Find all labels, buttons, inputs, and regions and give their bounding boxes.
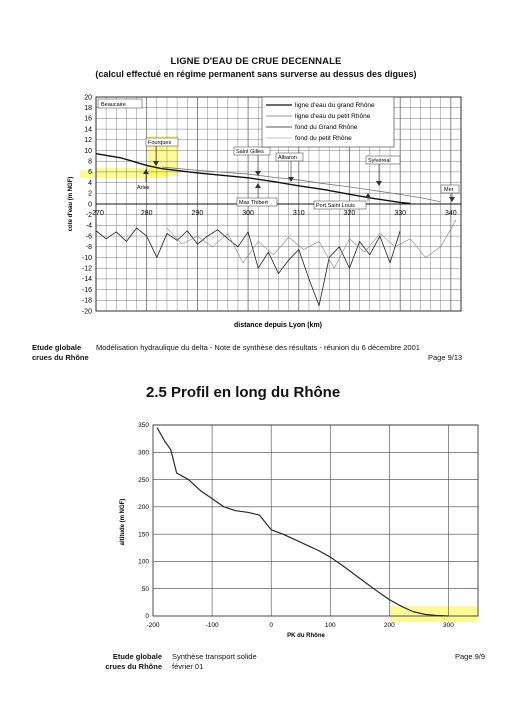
line-petit-rhone	[162, 167, 441, 202]
chart2-ytick: 250	[138, 476, 149, 484]
chart1-ytick: 20	[84, 94, 92, 102]
chart1-ytick: 2	[88, 190, 92, 198]
chart2-frame	[153, 425, 478, 616]
chart2-ytick: 150	[138, 531, 149, 539]
caption1-text: Modélisation hydraulique du delta - Note de synthèse des résultats - réunion du 6 décembre 2001	[96, 343, 420, 352]
annotation-beaucaire: Beaucaire	[101, 102, 126, 108]
legend-label-petit-rhone: ligne d'eau du petit Rhône	[295, 113, 371, 120]
chart2-xtick: 100	[324, 622, 336, 629]
chart2-ytick: 100	[138, 558, 149, 566]
line-profil-rhone	[157, 428, 448, 616]
caption1-page: Page 9/13	[428, 353, 463, 362]
chart1-ytick: 10	[84, 147, 92, 155]
chart2-ylabel: altitude (m NGF)	[120, 498, 126, 546]
chart2-xtick: 0	[269, 622, 273, 629]
chart1-ylabel: cote d'eau (m NGF)	[68, 176, 74, 232]
caption1-left	[32, 343, 89, 363]
caption2-left-line1: Etude globale	[112, 652, 162, 661]
line-fond-petit-rhone	[167, 220, 456, 268]
chart2-ytick: 350	[138, 422, 149, 430]
chart1-ytick: 18	[84, 105, 92, 112]
legend-label-fond-grand: fond du Grand Rhône	[295, 124, 358, 131]
chart1-xtick: 300	[242, 210, 254, 217]
chart1-ytick: -10	[81, 254, 92, 262]
annotation-sylvereal: Sylvéréal	[368, 158, 391, 164]
chart1-ytick: -16	[81, 286, 92, 294]
chart1-ytick: -14	[81, 276, 92, 284]
caption1-left-line1: Etude globale	[32, 343, 82, 352]
chart2-xtick: 200	[383, 622, 395, 629]
chart1-ytick: -8	[85, 244, 92, 252]
caption2-text	[172, 652, 257, 672]
annotation-saint-gilles: Saint Gilles	[236, 149, 264, 155]
chart1-xtick: 330	[394, 210, 407, 217]
annotation-mas-thibert: Mas Thibert	[239, 200, 268, 206]
chart1-ytick: 14	[84, 126, 92, 134]
chart2-xtick: 300	[443, 622, 454, 629]
pk300-highlight	[390, 606, 478, 622]
chart1-ytick: -12	[81, 265, 92, 273]
legend-label-grand-rhone: ligne d'eau du grand Rhône	[295, 102, 375, 109]
chart1-xtick: 270	[92, 210, 104, 217]
chart1-ytick: 0	[88, 201, 92, 209]
chart1-ytick: 8	[88, 158, 92, 166]
chart1-ytick: 6	[88, 169, 92, 177]
annotation-albaron: Albaron	[278, 155, 297, 161]
chart1-xtick: 290	[191, 210, 204, 217]
chart1-ytick: -6	[85, 233, 92, 241]
caption2-line2: février 01	[172, 662, 204, 671]
chart1-legend	[262, 97, 394, 147]
chart1-xtick: 340	[445, 210, 457, 217]
chart1-xlabel: distance depuis Lyon (km)	[233, 322, 323, 329]
chart2-xtick: -200	[146, 622, 160, 629]
annotation-arles: Arles	[137, 185, 150, 191]
arles-highlight	[96, 168, 168, 178]
chart2-lines	[157, 428, 448, 616]
chart2-ytick: 50	[141, 585, 149, 593]
chart1-title: LIGNE D'EAU DE CRUE DECENNALE	[170, 56, 342, 67]
chart2-ticks	[138, 422, 454, 629]
chart2-ytick: 0	[145, 613, 149, 621]
chart1-ytick: -18	[81, 297, 92, 305]
chart2-axes	[153, 425, 478, 616]
caption1-left-line2: crues du Rhône	[32, 353, 89, 362]
chart2-ytick: 200	[138, 504, 149, 512]
chart1-xtick: 320	[343, 210, 356, 217]
legend-label-fond-petit: fond du petit Rhône	[295, 135, 352, 142]
chart1-xtick: 310	[292, 210, 305, 217]
caption2-left-line2: crues du Rhône	[105, 662, 162, 671]
chart1-subtitle: (calcul effectué en régime permanent sans surverse au dessus des digues)	[95, 69, 417, 79]
chart2-xtick: -100	[205, 622, 219, 629]
chart2-ytick: 300	[138, 449, 149, 457]
chart2-grid	[153, 425, 478, 616]
caption2-line1: Synthèse transport solide	[172, 652, 257, 661]
chart1-ytick: 4	[88, 179, 92, 187]
chart1-ytick: 12	[84, 137, 92, 145]
chart1-ytick: -20	[81, 308, 92, 316]
annotation-fourques: Fourques	[148, 140, 172, 146]
caption2-page: Page 9/9	[455, 652, 486, 661]
annotation-mer: Mer	[444, 187, 454, 193]
annotation-port-saint-louis: Port Saint Louis	[316, 203, 355, 209]
chart1-ytick: 16	[84, 115, 92, 123]
chart1-xtick: 280	[140, 210, 153, 217]
chart1-ytick: -2	[85, 212, 92, 219]
chart2-xlabel: PK du Rhône	[287, 633, 325, 639]
section-title: 2.5 Profil en long du Rhône	[146, 384, 341, 401]
caption2-left	[104, 652, 162, 672]
chart1-ytick: -4	[85, 222, 92, 230]
